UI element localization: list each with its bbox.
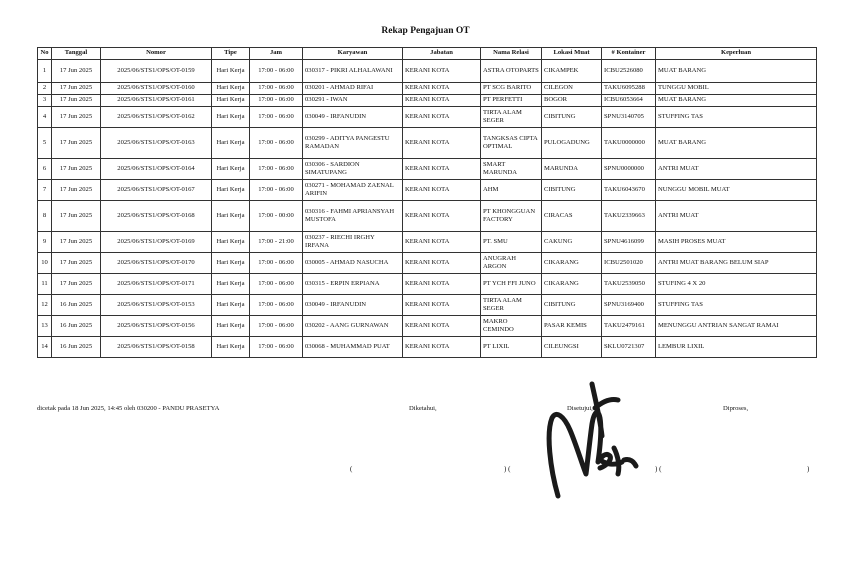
cell-no: 5 [38, 128, 52, 159]
cell-no: 13 [38, 316, 52, 337]
cell-jabatan: KERANI KOTA [403, 201, 481, 232]
cell-tipe: Hari Kerja [212, 232, 250, 253]
cell-jam: 17:00 - 06:00 [250, 274, 303, 295]
cell-nama-relasi: ASTRA OTOPARTS [481, 60, 542, 83]
cell-kontainer: ICBU2526080 [602, 60, 656, 83]
cell-tanggal: 17 Jun 2025 [52, 60, 101, 83]
cell-keperluan: MUAT BARANG [656, 128, 817, 159]
cell-nomor: 2025/06/STS1/OPS/OT-0158 [101, 337, 212, 358]
cell-karyawan: 030299 - ADITYA PANGESTU RAMADAN [303, 128, 403, 159]
cell-karyawan: 030317 - PIKRI ALHALAWANI [303, 60, 403, 83]
cell-no: 12 [38, 295, 52, 316]
cell-no: 7 [38, 180, 52, 201]
cell-no: 3 [38, 95, 52, 107]
cell-karyawan: 030049 - IRFANUDIN [303, 107, 403, 128]
cell-lokasi-muat: MARUNDA [542, 159, 602, 180]
header-jabatan: Jabatan [403, 48, 481, 60]
known-label: Diketahui, [409, 405, 437, 412]
cell-nama-relasi: PT SCG BARITO [481, 83, 542, 95]
cell-tipe: Hari Kerja [212, 159, 250, 180]
cell-karyawan: 030201 - AHMAD RIFAI [303, 83, 403, 95]
cell-lokasi-muat: CIKARANG [542, 253, 602, 274]
cell-kontainer: SPNU0000000 [602, 159, 656, 180]
cell-keperluan: STUFING 4 X 20 [656, 274, 817, 295]
cell-nomor: 2025/06/STS1/OPS/OT-0156 [101, 316, 212, 337]
cell-tanggal: 17 Jun 2025 [52, 95, 101, 107]
cell-keperluan: STUFFING TAS [656, 295, 817, 316]
cell-tanggal: 17 Jun 2025 [52, 201, 101, 232]
header-lokasi-muat: Lokasi Muat [542, 48, 602, 60]
table-row [38, 107, 817, 128]
cell-nama-relasi: PT. SMU [481, 232, 542, 253]
cell-nama-relasi: TANGKSAS CIPTA OPTIMAL [481, 128, 542, 159]
approved-label: Disetujui, [567, 405, 593, 412]
cell-tipe: Hari Kerja [212, 180, 250, 201]
cell-jabatan: KERANI KOTA [403, 83, 481, 95]
cell-nomor: 2025/06/STS1/OPS/OT-0161 [101, 95, 212, 107]
cell-nama-relasi: TIRTA ALAM SEGER [481, 295, 542, 316]
cell-lokasi-muat: CAKUNG [542, 232, 602, 253]
printed-info: dicetak pada 18 Jun 2025, 14:45 oleh 030200 - PANDU PRASETYA [37, 405, 220, 412]
cell-nomor: 2025/06/STS1/OPS/OT-0160 [101, 83, 212, 95]
cell-tanggal: 16 Jun 2025 [52, 337, 101, 358]
cell-no: 6 [38, 159, 52, 180]
cell-jam: 17:00 - 06:00 [250, 337, 303, 358]
signature-paren-mid-2: ) ( [655, 465, 662, 473]
cell-karyawan: 030291 - IWAN [303, 95, 403, 107]
cell-keperluan: ANTRI MUAT [656, 201, 817, 232]
ot-table [37, 47, 817, 358]
cell-nomor: 2025/06/STS1/OPS/OT-0162 [101, 107, 212, 128]
cell-jabatan: KERANI KOTA [403, 295, 481, 316]
cell-nomor: 2025/06/STS1/OPS/OT-0164 [101, 159, 212, 180]
cell-jam: 17:00 - 06:00 [250, 253, 303, 274]
cell-keperluan: NUNGGU MOBIL MUAT [656, 180, 817, 201]
cell-tipe: Hari Kerja [212, 253, 250, 274]
table-row [38, 95, 817, 107]
signature-paren-close: ) [807, 465, 810, 473]
cell-nomor: 2025/06/STS1/OPS/OT-0170 [101, 253, 212, 274]
cell-nomor: 2025/06/STS1/OPS/OT-0171 [101, 274, 212, 295]
table-row [38, 83, 817, 95]
cell-kontainer: SPNU4616099 [602, 232, 656, 253]
cell-jam: 17:00 - 06:00 [250, 95, 303, 107]
cell-karyawan: 030271 - MOHAMAD ZAENAL ARIFIN [303, 180, 403, 201]
cell-kontainer: TAKU6095288 [602, 83, 656, 95]
cell-no: 2 [38, 83, 52, 95]
cell-nama-relasi: ANUGRAH ARGON [481, 253, 542, 274]
cell-jabatan: KERANI KOTA [403, 180, 481, 201]
cell-tipe: Hari Kerja [212, 316, 250, 337]
cell-tanggal: 17 Jun 2025 [52, 253, 101, 274]
cell-tanggal: 17 Jun 2025 [52, 180, 101, 201]
cell-kontainer: TAKU0000000 [602, 128, 656, 159]
cell-nomor: 2025/06/STS1/OPS/OT-0169 [101, 232, 212, 253]
header-no: No [38, 48, 52, 60]
cell-jam: 17:00 - 06:00 [250, 128, 303, 159]
table-row [38, 128, 817, 159]
header-tipe: Tipe [212, 48, 250, 60]
cell-jam: 17:00 - 00:00 [250, 201, 303, 232]
cell-nomor: 2025/06/STS1/OPS/OT-0159 [101, 60, 212, 83]
cell-lokasi-muat: CILEUNGSI [542, 337, 602, 358]
cell-tipe: Hari Kerja [212, 295, 250, 316]
cell-lokasi-muat: CIRACAS [542, 201, 602, 232]
cell-nomor: 2025/06/STS1/OPS/OT-0153 [101, 295, 212, 316]
cell-karyawan: 030306 - SARDION SIMATUPANG [303, 159, 403, 180]
cell-lokasi-muat: CIKAMPEK [542, 60, 602, 83]
cell-jam: 17:00 - 06:00 [250, 180, 303, 201]
cell-no: 11 [38, 274, 52, 295]
cell-lokasi-muat: CILEGON [542, 83, 602, 95]
handwritten-signature-icon [540, 378, 640, 503]
cell-karyawan: 030202 - AANG GURNAWAN [303, 316, 403, 337]
cell-no: 10 [38, 253, 52, 274]
cell-kontainer: ICBU2501020 [602, 253, 656, 274]
cell-kontainer: TAKU2479161 [602, 316, 656, 337]
cell-jam: 17:00 - 06:00 [250, 107, 303, 128]
cell-tipe: Hari Kerja [212, 274, 250, 295]
cell-lokasi-muat: CIBITUNG [542, 295, 602, 316]
cell-nama-relasi: TIRTA ALAM SEGER [481, 107, 542, 128]
cell-no: 14 [38, 337, 52, 358]
table-row [38, 295, 817, 316]
cell-karyawan: 030049 - IRFANUDIN [303, 295, 403, 316]
cell-tanggal: 17 Jun 2025 [52, 274, 101, 295]
cell-nama-relasi: PT PERFETTI [481, 95, 542, 107]
cell-jabatan: KERANI KOTA [403, 232, 481, 253]
cell-karyawan: 030068 - MUHAMMAD PUAT [303, 337, 403, 358]
header-karyawan: Karyawan [303, 48, 403, 60]
cell-tanggal: 16 Jun 2025 [52, 295, 101, 316]
cell-jam: 17:00 - 06:00 [250, 83, 303, 95]
cell-nama-relasi: AHM [481, 180, 542, 201]
cell-keperluan: TUNGGU MOBIL [656, 83, 817, 95]
cell-jabatan: KERANI KOTA [403, 253, 481, 274]
cell-kontainer: SPNU3140705 [602, 107, 656, 128]
cell-lokasi-muat: PASAR KEMIS [542, 316, 602, 337]
cell-keperluan: ANTRI MUAT [656, 159, 817, 180]
cell-jam: 17:00 - 06:00 [250, 316, 303, 337]
cell-jabatan: KERANI KOTA [403, 337, 481, 358]
cell-tipe: Hari Kerja [212, 60, 250, 83]
cell-lokasi-muat: BOGOR [542, 95, 602, 107]
table-row [38, 253, 817, 274]
cell-keperluan: MUAT BARANG [656, 60, 817, 83]
cell-kontainer: TAKU2539050 [602, 274, 656, 295]
cell-kontainer: SKLU0721307 [602, 337, 656, 358]
cell-jam: 17:00 - 06:00 [250, 159, 303, 180]
table-row [38, 232, 817, 253]
cell-jabatan: KERANI KOTA [403, 95, 481, 107]
signature-paren-open: ( [350, 465, 353, 473]
header-nama-relasi: Nama Relasi [481, 48, 542, 60]
cell-nama-relasi: PT YCH FFI JUNO [481, 274, 542, 295]
cell-tanggal: 17 Jun 2025 [52, 128, 101, 159]
cell-nomor: 2025/06/STS1/OPS/OT-0163 [101, 128, 212, 159]
table-row [38, 60, 817, 83]
cell-lokasi-muat: CIKARANG [542, 274, 602, 295]
cell-lokasi-muat: CIBITUNG [542, 180, 602, 201]
cell-tipe: Hari Kerja [212, 107, 250, 128]
cell-kontainer: ICBU6053664 [602, 95, 656, 107]
cell-jabatan: KERANI KOTA [403, 274, 481, 295]
cell-jam: 17:00 - 06:00 [250, 60, 303, 83]
cell-tipe: Hari Kerja [212, 201, 250, 232]
cell-jabatan: KERANI KOTA [403, 60, 481, 83]
processed-label: Diproses, [723, 405, 749, 412]
cell-tipe: Hari Kerja [212, 95, 250, 107]
cell-jabatan: KERANI KOTA [403, 316, 481, 337]
header-keperluan: Keperluan [656, 48, 817, 60]
cell-nama-relasi: PT KHONGGUAN FACTORY [481, 201, 542, 232]
cell-nama-relasi: SMART MARUNDA [481, 159, 542, 180]
cell-tanggal: 17 Jun 2025 [52, 83, 101, 95]
cell-tanggal: 17 Jun 2025 [52, 232, 101, 253]
cell-jabatan: KERANI KOTA [403, 128, 481, 159]
page-title: Rekap Pengajuan OT [381, 26, 470, 36]
cell-karyawan: 030316 - FAHMI APRIANSYAH MUSTOFA [303, 201, 403, 232]
cell-keperluan: MASIH PROSES MUAT [656, 232, 817, 253]
table-row [38, 337, 817, 358]
cell-jabatan: KERANI KOTA [403, 159, 481, 180]
cell-jam: 17:00 - 21:00 [250, 232, 303, 253]
cell-lokasi-muat: PULOGADUNG [542, 128, 602, 159]
header-kontainer: # Kontainer [602, 48, 656, 60]
cell-keperluan: LEMBUR LIXIL [656, 337, 817, 358]
cell-karyawan: 030005 - AHMAD NASUCHA [303, 253, 403, 274]
cell-lokasi-muat: CIBITUNG [542, 107, 602, 128]
table-row [38, 180, 817, 201]
header-jam: Jam [250, 48, 303, 60]
header-tanggal: Tanggal [52, 48, 101, 60]
cell-karyawan: 030237 - RIECHI IRGHY IRFANA [303, 232, 403, 253]
cell-keperluan: ANTRI MUAT BARANG BELUM SIAP [656, 253, 817, 274]
cell-nomor: 2025/06/STS1/OPS/OT-0167 [101, 180, 212, 201]
cell-tanggal: 17 Jun 2025 [52, 159, 101, 180]
cell-kontainer: TAKU2339663 [602, 201, 656, 232]
table-row [38, 274, 817, 295]
cell-tipe: Hari Kerja [212, 337, 250, 358]
cell-no: 1 [38, 60, 52, 83]
cell-kontainer: SPNU3169400 [602, 295, 656, 316]
cell-no: 8 [38, 201, 52, 232]
cell-jabatan: KERANI KOTA [403, 107, 481, 128]
cell-tipe: Hari Kerja [212, 128, 250, 159]
cell-nomor: 2025/06/STS1/OPS/OT-0168 [101, 201, 212, 232]
cell-no: 4 [38, 107, 52, 128]
cell-kontainer: TAKU6043670 [602, 180, 656, 201]
table-row [38, 316, 817, 337]
table-row [38, 159, 817, 180]
table-row [38, 201, 817, 232]
cell-keperluan: MENUNGGU ANTRIAN SANGAT RAMAI [656, 316, 817, 337]
signature-paren-mid-1: ) ( [504, 465, 511, 473]
cell-tanggal: 16 Jun 2025 [52, 316, 101, 337]
cell-jam: 17:00 - 06:00 [250, 295, 303, 316]
cell-tanggal: 17 Jun 2025 [52, 107, 101, 128]
cell-keperluan: STUFFING TAS [656, 107, 817, 128]
cell-nama-relasi: MAKRO CEMINDO [481, 316, 542, 337]
cell-tipe: Hari Kerja [212, 83, 250, 95]
cell-keperluan: MUAT BARANG [656, 95, 817, 107]
cell-no: 9 [38, 232, 52, 253]
table-header-row [38, 48, 817, 60]
header-nomor: Nomor [101, 48, 212, 60]
cell-karyawan: 030315 - ERPIN ERPIANA [303, 274, 403, 295]
cell-nama-relasi: PT LIXIL [481, 337, 542, 358]
